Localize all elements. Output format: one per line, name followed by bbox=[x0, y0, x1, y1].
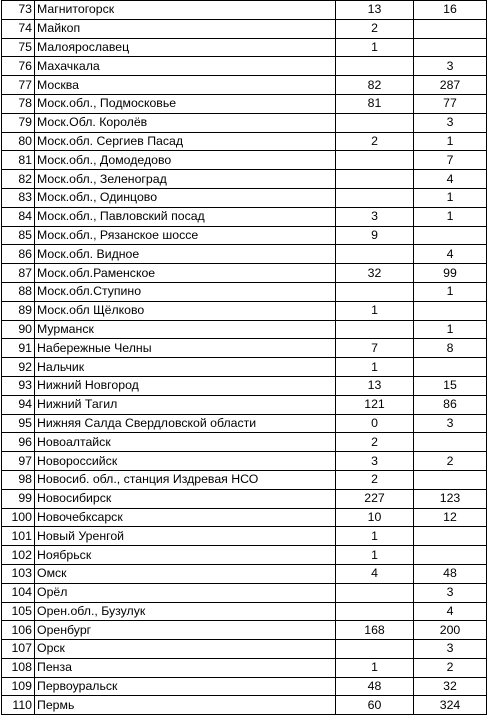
row-number-cell: 89 bbox=[2, 301, 35, 320]
value-2-cell bbox=[414, 301, 487, 320]
city-name-cell: Моск.обл., Зеленоград bbox=[35, 170, 336, 189]
city-name-cell: Омск bbox=[35, 564, 336, 583]
city-name-cell: Оренбург bbox=[35, 621, 336, 640]
value-1-cell: 168 bbox=[336, 621, 414, 640]
city-name-cell: Майкоп bbox=[35, 19, 336, 38]
value-2-cell: 1 bbox=[414, 188, 487, 207]
row-number-cell: 74 bbox=[2, 19, 35, 38]
table-row bbox=[2, 19, 487, 38]
row-number-cell: 99 bbox=[2, 489, 35, 508]
row-number-cell: 80 bbox=[2, 132, 35, 151]
value-2-cell: 8 bbox=[414, 339, 487, 358]
table-body bbox=[2, 1, 487, 715]
value-1-cell bbox=[336, 602, 414, 621]
city-name-cell: Новосиб. обл., станция Издревая НСО bbox=[35, 470, 336, 489]
value-1-cell: 81 bbox=[336, 94, 414, 113]
table-row bbox=[2, 546, 487, 565]
value-2-cell bbox=[414, 470, 487, 489]
table-row bbox=[2, 470, 487, 489]
value-2-cell: 4 bbox=[414, 170, 487, 189]
value-1-cell: 1 bbox=[336, 301, 414, 320]
row-number-cell: 100 bbox=[2, 508, 35, 527]
value-2-cell bbox=[414, 38, 487, 57]
table-row bbox=[2, 395, 487, 414]
row-number-cell: 107 bbox=[2, 640, 35, 659]
value-1-cell: 3 bbox=[336, 452, 414, 471]
row-number-cell: 92 bbox=[2, 358, 35, 377]
table-row bbox=[2, 207, 487, 226]
value-1-cell: 227 bbox=[336, 489, 414, 508]
value-1-cell: 1 bbox=[336, 527, 414, 546]
value-2-cell: 123 bbox=[414, 489, 487, 508]
value-1-cell bbox=[336, 170, 414, 189]
table-row bbox=[2, 1, 487, 20]
table-row bbox=[2, 76, 487, 95]
row-number-cell: 85 bbox=[2, 226, 35, 245]
city-name-cell: Моск.обл., Домодедово bbox=[35, 151, 336, 170]
row-number-cell: 105 bbox=[2, 602, 35, 621]
table-row bbox=[2, 151, 487, 170]
city-name-cell: Малоярославец bbox=[35, 38, 336, 57]
row-number-cell: 86 bbox=[2, 245, 35, 264]
table-row bbox=[2, 489, 487, 508]
table-row bbox=[2, 414, 487, 433]
value-2-cell: 200 bbox=[414, 621, 487, 640]
city-name-cell: Ноябрьск bbox=[35, 546, 336, 565]
table-row bbox=[2, 94, 487, 113]
row-number-cell: 81 bbox=[2, 151, 35, 170]
city-name-cell: Моск.обл., Рязанское шоссе bbox=[35, 226, 336, 245]
row-number-cell: 76 bbox=[2, 57, 35, 76]
table-row bbox=[2, 358, 487, 377]
value-1-cell: 2 bbox=[336, 433, 414, 452]
row-number-cell: 110 bbox=[2, 696, 35, 715]
value-1-cell: 9 bbox=[336, 226, 414, 245]
value-1-cell bbox=[336, 188, 414, 207]
value-1-cell: 1 bbox=[336, 546, 414, 565]
value-2-cell: 86 bbox=[414, 395, 487, 414]
city-name-cell: Моск.обл.Раменское bbox=[35, 264, 336, 283]
value-2-cell bbox=[414, 546, 487, 565]
city-name-cell: Нижний Тагил bbox=[35, 395, 336, 414]
city-name-cell: Моск.обл. Видное bbox=[35, 245, 336, 264]
row-number-cell: 103 bbox=[2, 564, 35, 583]
value-2-cell: 99 bbox=[414, 264, 487, 283]
value-1-cell bbox=[336, 640, 414, 659]
row-number-cell: 75 bbox=[2, 38, 35, 57]
value-1-cell: 60 bbox=[336, 696, 414, 715]
table-row bbox=[2, 301, 487, 320]
value-1-cell: 82 bbox=[336, 76, 414, 95]
value-1-cell: 10 bbox=[336, 508, 414, 527]
value-1-cell: 2 bbox=[336, 132, 414, 151]
city-name-cell: Новый Уренгой bbox=[35, 527, 336, 546]
table-row bbox=[2, 602, 487, 621]
city-name-cell: Моск.Обл. Королёв bbox=[35, 113, 336, 132]
row-number-cell: 73 bbox=[2, 1, 35, 20]
value-2-cell: 1 bbox=[414, 320, 487, 339]
row-number-cell: 82 bbox=[2, 170, 35, 189]
value-2-cell bbox=[414, 527, 487, 546]
value-1-cell: 2 bbox=[336, 19, 414, 38]
value-2-cell: 3 bbox=[414, 57, 487, 76]
row-number-cell: 78 bbox=[2, 94, 35, 113]
city-name-cell: Москва bbox=[35, 76, 336, 95]
city-name-cell: Набережные Челны bbox=[35, 339, 336, 358]
city-name-cell: Орен.обл., Бузулук bbox=[35, 602, 336, 621]
city-name-cell: Моск.обл. Сергиев Пасад bbox=[35, 132, 336, 151]
table-row bbox=[2, 564, 487, 583]
value-2-cell: 1 bbox=[414, 207, 487, 226]
table-row bbox=[2, 658, 487, 677]
city-name-cell: Орск bbox=[35, 640, 336, 659]
city-name-cell: Мурманск bbox=[35, 320, 336, 339]
table-row bbox=[2, 113, 487, 132]
table-row bbox=[2, 376, 487, 395]
value-2-cell: 2 bbox=[414, 658, 487, 677]
city-name-cell: Новочебксарск bbox=[35, 508, 336, 527]
row-number-cell: 95 bbox=[2, 414, 35, 433]
row-number-cell: 101 bbox=[2, 527, 35, 546]
value-2-cell: 12 bbox=[414, 508, 487, 527]
value-1-cell: 4 bbox=[336, 564, 414, 583]
city-name-cell: Моск.обл., Подмосковье bbox=[35, 94, 336, 113]
table-row bbox=[2, 527, 487, 546]
table-row bbox=[2, 621, 487, 640]
value-1-cell bbox=[336, 57, 414, 76]
value-2-cell bbox=[414, 433, 487, 452]
table-row bbox=[2, 132, 487, 151]
row-number-cell: 106 bbox=[2, 621, 35, 640]
row-number-cell: 94 bbox=[2, 395, 35, 414]
value-1-cell: 0 bbox=[336, 414, 414, 433]
value-1-cell bbox=[336, 320, 414, 339]
value-1-cell bbox=[336, 151, 414, 170]
value-2-cell: 3 bbox=[414, 640, 487, 659]
table-row bbox=[2, 170, 487, 189]
row-number-cell: 88 bbox=[2, 282, 35, 301]
city-name-cell: Махачкала bbox=[35, 57, 336, 76]
table-row bbox=[2, 38, 487, 57]
table-row bbox=[2, 188, 487, 207]
value-2-cell bbox=[414, 226, 487, 245]
city-name-cell: Моск.обл., Одинцово bbox=[35, 188, 336, 207]
value-2-cell: 7 bbox=[414, 151, 487, 170]
city-name-cell: Нальчик bbox=[35, 358, 336, 377]
value-2-cell: 1 bbox=[414, 132, 487, 151]
value-1-cell: 1 bbox=[336, 658, 414, 677]
row-number-cell: 84 bbox=[2, 207, 35, 226]
table-row bbox=[2, 320, 487, 339]
value-1-cell bbox=[336, 583, 414, 602]
value-1-cell: 48 bbox=[336, 677, 414, 696]
city-name-cell: Пенза bbox=[35, 658, 336, 677]
city-name-cell: Моск.обл.Ступино bbox=[35, 282, 336, 301]
row-number-cell: 98 bbox=[2, 470, 35, 489]
table-row bbox=[2, 433, 487, 452]
table-row bbox=[2, 640, 487, 659]
value-1-cell: 2 bbox=[336, 470, 414, 489]
value-2-cell: 48 bbox=[414, 564, 487, 583]
table-row bbox=[2, 226, 487, 245]
row-number-cell: 96 bbox=[2, 433, 35, 452]
value-1-cell: 32 bbox=[336, 264, 414, 283]
row-number-cell: 109 bbox=[2, 677, 35, 696]
value-1-cell: 7 bbox=[336, 339, 414, 358]
value-2-cell: 32 bbox=[414, 677, 487, 696]
row-number-cell: 90 bbox=[2, 320, 35, 339]
value-1-cell bbox=[336, 113, 414, 132]
row-number-cell: 91 bbox=[2, 339, 35, 358]
value-2-cell bbox=[414, 19, 487, 38]
city-name-cell: Магнитогорск bbox=[35, 1, 336, 20]
value-1-cell: 3 bbox=[336, 207, 414, 226]
city-name-cell: Первоуральск bbox=[35, 677, 336, 696]
table-row bbox=[2, 583, 487, 602]
value-1-cell bbox=[336, 282, 414, 301]
table-row bbox=[2, 245, 487, 264]
value-2-cell: 3 bbox=[414, 414, 487, 433]
row-number-cell: 104 bbox=[2, 583, 35, 602]
value-1-cell: 13 bbox=[336, 376, 414, 395]
row-number-cell: 93 bbox=[2, 376, 35, 395]
city-name-cell: Нижняя Салда Свердловской области bbox=[35, 414, 336, 433]
row-number-cell: 79 bbox=[2, 113, 35, 132]
row-number-cell: 102 bbox=[2, 546, 35, 565]
row-number-cell: 97 bbox=[2, 452, 35, 471]
row-number-cell: 87 bbox=[2, 264, 35, 283]
value-2-cell: 3 bbox=[414, 113, 487, 132]
value-2-cell: 324 bbox=[414, 696, 487, 715]
table-row bbox=[2, 696, 487, 715]
table-row bbox=[2, 452, 487, 471]
row-number-cell: 108 bbox=[2, 658, 35, 677]
city-name-cell: Моск.обл Щёлково bbox=[35, 301, 336, 320]
value-2-cell: 3 bbox=[414, 583, 487, 602]
table-row bbox=[2, 57, 487, 76]
value-2-cell: 15 bbox=[414, 376, 487, 395]
city-name-cell: Орёл bbox=[35, 583, 336, 602]
value-2-cell: 287 bbox=[414, 76, 487, 95]
value-1-cell: 1 bbox=[336, 38, 414, 57]
value-1-cell: 121 bbox=[336, 395, 414, 414]
city-name-cell: Нижний Новгород bbox=[35, 376, 336, 395]
table-row bbox=[2, 508, 487, 527]
row-number-cell: 77 bbox=[2, 76, 35, 95]
city-table bbox=[1, 0, 487, 715]
value-2-cell: 4 bbox=[414, 602, 487, 621]
city-name-cell: Пермь bbox=[35, 696, 336, 715]
table-row bbox=[2, 677, 487, 696]
value-1-cell: 13 bbox=[336, 1, 414, 20]
table-row bbox=[2, 339, 487, 358]
table-row bbox=[2, 264, 487, 283]
city-name-cell: Новороссийск bbox=[35, 452, 336, 471]
value-2-cell: 16 bbox=[414, 1, 487, 20]
value-2-cell: 4 bbox=[414, 245, 487, 264]
city-name-cell: Новоалтайск bbox=[35, 433, 336, 452]
value-1-cell bbox=[336, 245, 414, 264]
value-1-cell: 1 bbox=[336, 358, 414, 377]
value-2-cell: 1 bbox=[414, 282, 487, 301]
value-2-cell: 2 bbox=[414, 452, 487, 471]
city-name-cell: Моск.обл., Павловский посад bbox=[35, 207, 336, 226]
table-row bbox=[2, 282, 487, 301]
row-number-cell: 83 bbox=[2, 188, 35, 207]
value-2-cell: 77 bbox=[414, 94, 487, 113]
value-2-cell bbox=[414, 358, 487, 377]
city-name-cell: Новосибирск bbox=[35, 489, 336, 508]
